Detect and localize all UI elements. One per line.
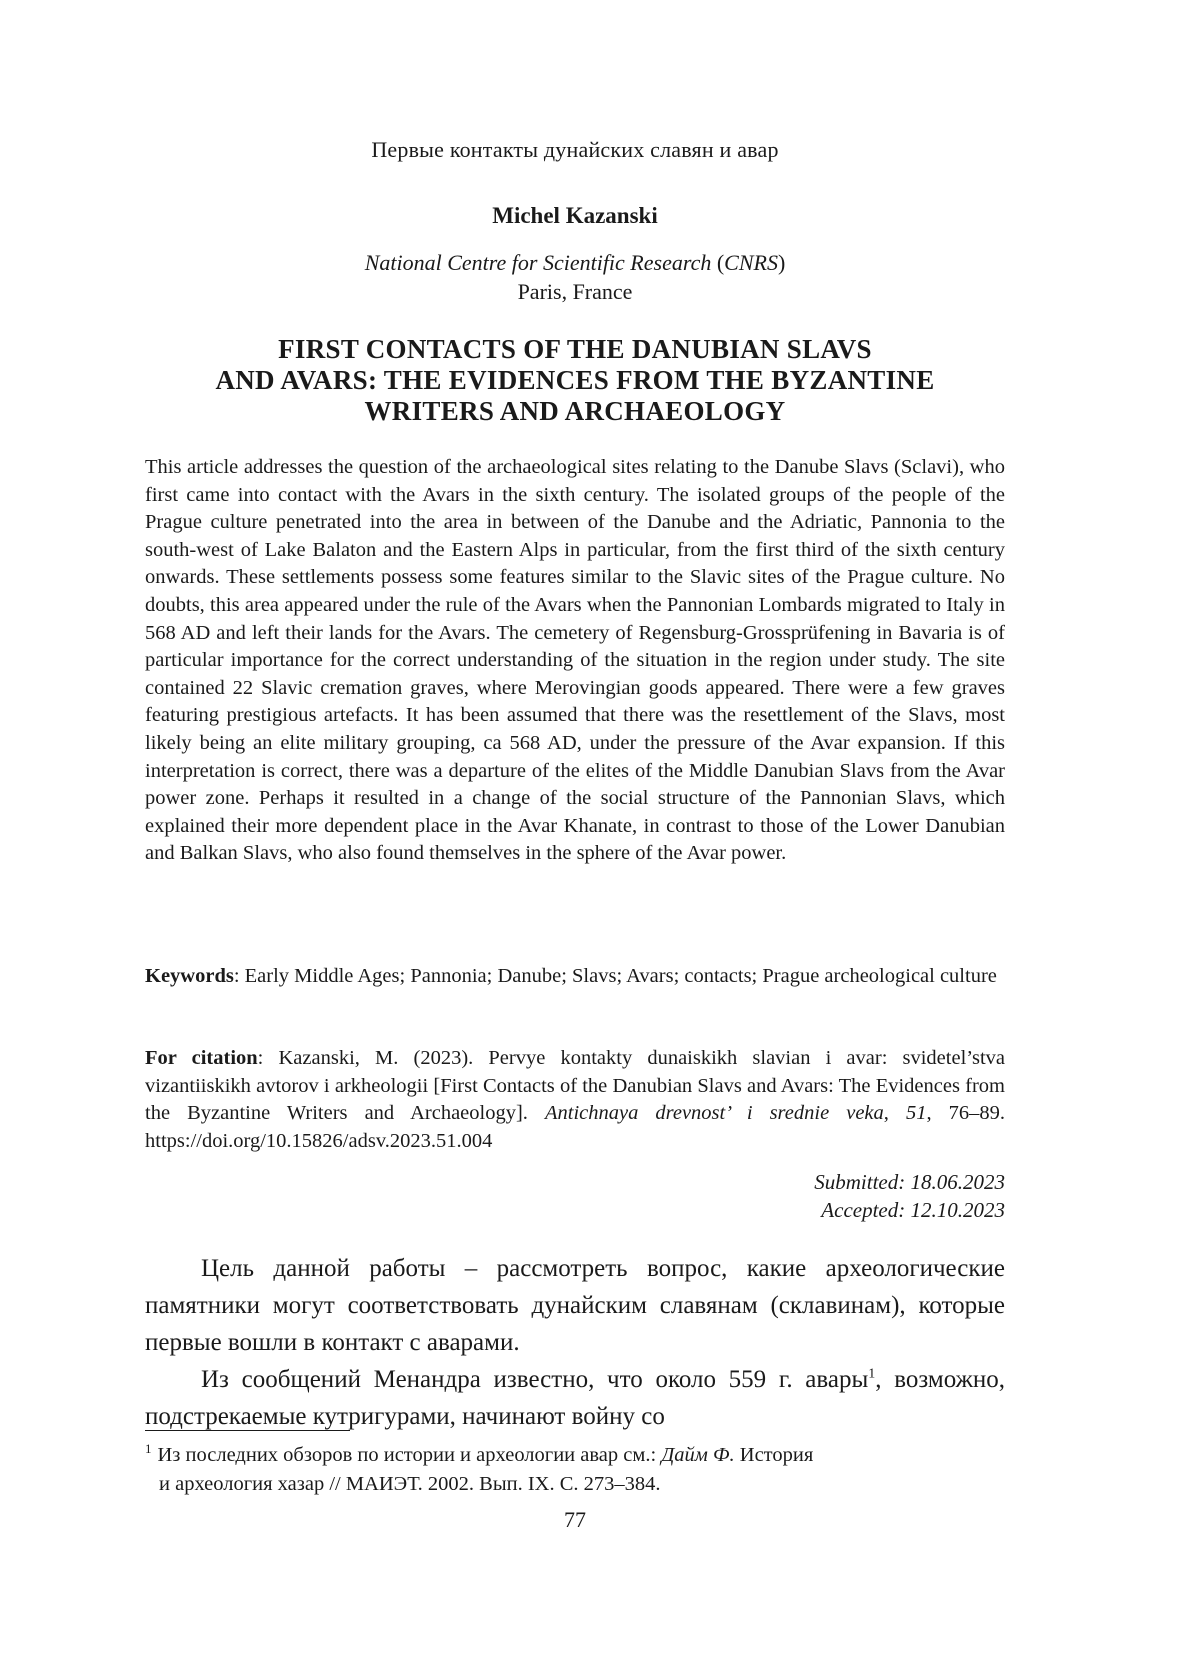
citation-text: : Kazanski, M. (2023). Pervye kontakty dunaiskikh slavian i avar: svidetel’stva vizantiiskikh avtorov i arkheologii [First Contacts of the Danubian Slavs and Avars: The Evidences from the Byzantine Writers and Archaeology]. [145, 1047, 1005, 1125]
running-head: Первые контакты дунайских славян и авар [371, 137, 779, 162]
body-text [145, 1250, 1005, 1435]
title-line: WRITERS AND ARCHAEOLOGY [364, 396, 786, 426]
body-paragraph: Цель данной работы – рассмотреть вопрос, какие археологические памятники могут соответствовать дунайским славянам (склавинам), которые первые вошли в контакт с аварами. [145, 1255, 1005, 1356]
footnote-mark: 1 [145, 1441, 152, 1457]
document-page [145, 0, 1005, 1671]
affiliation-org-abbr: CNRS [724, 250, 778, 275]
body-paragraph-text: Из сообщений Менандра известно, что около 559 г. авары [201, 1366, 869, 1393]
abstract: This article addresses the question of the archaeological sites relating to the Danube Slavs (Sclavi), who first came into contact with the Avars in the sixth century. The isolated groups of the people of the Prague culture penetrated into the area in between of the Danube and the Adriatic, Pannonia to the south-west of Lake Balaton and the Eastern Alps in particular, from the first third of the sixth century onwards. These settlements possess some features similar to the Slavic sites of the Prague culture. No doubts, this area appeared under the rule of the Avars when the Pannonian Lombards migrated to Italy in 568 AD and left their lands for the Avars. The cemetery of Regensburg-Grossprüfening in Bavaria is of particular importance for the correct understanding of the situation in the region under study. The site contained 22 Slavic cremation graves, where Merovingian goods appeared. There were a few graves featuring prestigious artefacts. It has been assumed that there was the resettlement of the Slavs, most likely being an elite military grouping, ca 568 AD, under the pressure of the Avar expansion. If this interpretation is correct, there was a departure of the elites of the Middle Danubian Slavs from the Avar power zone. Perhaps it resulted in a change of the social structure of the Pannonian Slavs, which explained their more dependent place in the Avar Khanate, in contrast to those of the Lower Danubian and Balkan Slavs, who also found themselves in the sphere of the Avar power. [145, 456, 1005, 865]
keywords [145, 963, 1005, 991]
citation-volume: 51 [905, 1102, 927, 1125]
article-title [145, 334, 1005, 427]
affiliation-org-close: ) [777, 250, 786, 275]
footnote-line2: и археология хазар // МАИЭТ. 2002. Вып. IX. С. 273–384. [159, 1473, 661, 1495]
title-line: AND AVARS: THE EVIDENCES FROM THE BYZANTINE [215, 365, 935, 395]
submission-dates [814, 1168, 1005, 1224]
footnote [145, 1441, 1005, 1499]
affiliation-org-open: ( [711, 250, 725, 275]
keywords-label: Keywords [145, 965, 234, 987]
body-paragraph-text: , возможно, подстрекаемые кутригурами, начинают войну со [145, 1366, 1005, 1430]
body-paragraph [145, 1361, 1005, 1435]
citation-tail: , 76–89. https://doi.org/10.15826/adsv.2023.51.004 [145, 1102, 1006, 1152]
citation-journal: Antichnaya drevnost’ i srednie veka [544, 1102, 884, 1125]
affiliation-org: National Centre for Scientific Research [364, 250, 712, 275]
footnote-author: Дайм Ф. [661, 1444, 735, 1466]
footnote-divider [145, 1430, 350, 1431]
citation-sep: , [883, 1102, 906, 1125]
citation [145, 1045, 1005, 1155]
footnote-text: История [734, 1444, 814, 1466]
submitted-date: Submitted: 18.06.2023 [814, 1170, 1005, 1194]
footnote-text: Из последних обзоров по истории и археологии авар см.: [157, 1444, 662, 1466]
author-name: Michel Kazanski [492, 203, 658, 228]
keywords-text: : Early Middle Ages; Pannonia; Danube; Slavs; Avars; contacts; Prague archeological culture [233, 965, 997, 987]
accepted-date: Accepted: 12.10.2023 [821, 1198, 1005, 1222]
title-line: FIRST CONTACTS OF THE DANUBIAN SLAVS [278, 334, 872, 364]
citation-label: For citation [145, 1047, 258, 1069]
affiliation-location: Paris, France [517, 279, 633, 304]
author-affiliation [145, 248, 1005, 306]
page-number: 77 [564, 1507, 586, 1532]
footnote-ref: 1 [868, 1366, 876, 1382]
affiliation-org-line [145, 248, 1005, 277]
